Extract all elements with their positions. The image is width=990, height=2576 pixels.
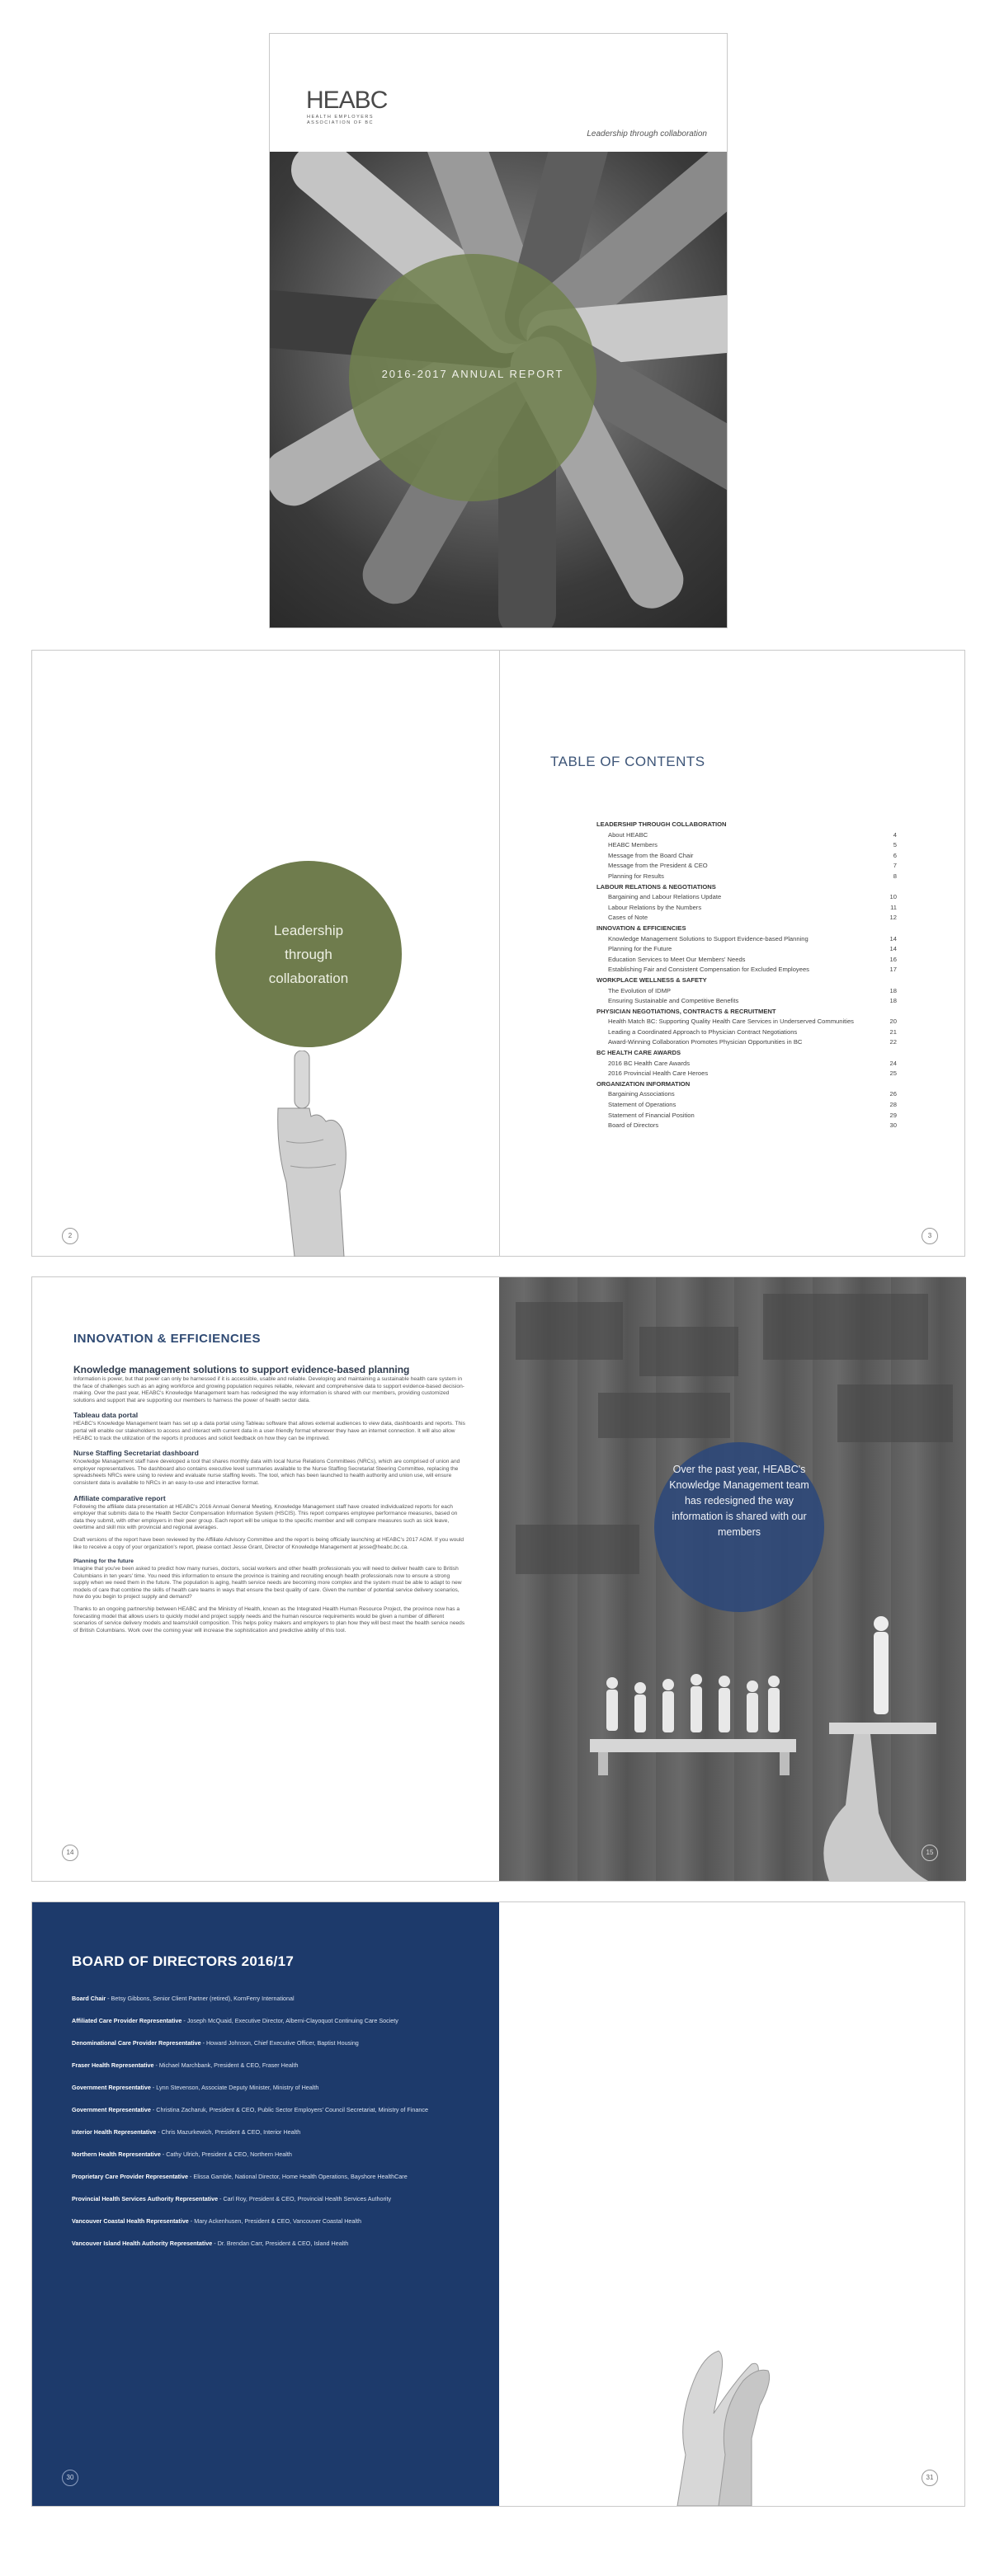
toc-item-page: 14 [889, 934, 897, 942]
member-role: Interior Health Representative [72, 2128, 157, 2136]
member-role: Vancouver Coastal Health Representative [72, 2217, 189, 2225]
paragraph: Knowledge Management staff have developed a tool that shares monthly data with local Nurse Relations Committees (NRCs), which are comprised of union and employer representatives. The dashboard also contains executive level summaries available to the Nurse Staffing Secretariat Steering Committee, replacing the spreadsheets NRCs were using to review and evaluate nurse staffing levels. The tool, which has been launched to health authority and union use, will ensure consistent data is available to NRCs in an easy-to-use and interactive format. [73, 1459, 460, 1486]
table-of-contents [596, 820, 897, 1131]
member-name: Dr. Brendan Carr, President & CEO, Island Health [217, 2240, 349, 2247]
toc-item[interactable] [596, 903, 897, 914]
paragraph: Thanks to an ongoing partnership between HEABC and the Ministry of Health, known as the Integrated Health Human Resource Project, the province now has a forecasting model that allows users to quickly model and project supply needs and the human resource requirements would be given a number of different scenarios of service delivery models and teams/skill composition. This helps policy makers and employers to plan how they will best meet the health service needs of British Columbians. Work over the coming year will increase the sophistication and predictive ability of this tool. [73, 1606, 465, 1634]
toc-item-label: 2016 Provincial Health Care Heroes [608, 1069, 709, 1078]
toc-item-page: 21 [889, 1027, 897, 1036]
page-number: 3 [922, 1228, 938, 1244]
toc-item-page: 14 [889, 945, 897, 953]
toc-item[interactable] [596, 1111, 897, 1121]
quote-line: Leadership [273, 923, 344, 938]
toc-section: BC HEALTH CARE AWARDS [596, 1049, 681, 1057]
section-heading: INNOVATION & EFFICIENCIES [73, 1332, 261, 1346]
toc-item-label: Bargaining Associations [608, 1090, 675, 1098]
member-name: Howard Johnson, Chief Executive Officer, Baptist Housing [205, 2039, 359, 2047]
toc-item[interactable] [596, 996, 897, 1007]
toc-item-page: 28 [889, 1101, 897, 1109]
toc-item-page: 16 [889, 955, 897, 963]
member-role: Northern Health Representative [72, 2151, 161, 2158]
toc-item[interactable] [596, 965, 897, 975]
toc-item-page: 18 [889, 986, 897, 994]
logo-subtitle: HEALTH EMPLOYERS ASSOCIATION OF BC [307, 115, 375, 125]
toc-item[interactable] [596, 851, 897, 862]
toc-item-page: 29 [889, 1111, 897, 1119]
toc-item-label: Establishing Fair and Consistent Compensation for Excluded Employees [608, 966, 809, 974]
board-member: Interior Health Representative - Chris Mazurkewich, President & CEO, Interior Health [72, 2128, 301, 2136]
toc-item-page: 18 [889, 997, 897, 1005]
quote-line: through [285, 947, 332, 962]
toc-item-page: 6 [893, 851, 897, 859]
toc-section: ORGANIZATION INFORMATION [596, 1079, 691, 1088]
toc-item-page: 26 [889, 1090, 897, 1098]
page-number: 15 [922, 1845, 938, 1861]
paragraph: Following the affiliate data presentation at HEABC's 2016 Annual General Meeting, Knowledge Management staff have created individualized reports for each employer that submits data to the Health Sector Compensation Information System (HSCIS). This report compares employee performance measures, based on data they submit, with other employers in their peer group. Each report will be unique to the specific member and will compare measures such as sick leave, overtime and skill mix with provincial and regional averages. [73, 1503, 458, 1531]
board-spread [31, 1901, 965, 2507]
heabc-logo: HEABC [306, 87, 388, 114]
member-role: Board Chair [72, 1995, 106, 2002]
toc-item-label: Labour Relations by the Numbers [608, 903, 702, 911]
toc-item-label: Cases of Note [608, 914, 648, 922]
toc-item-label: Planning for the Future [608, 945, 672, 953]
figurines-illustration [582, 1615, 961, 1881]
innovation-spread [31, 1276, 965, 1882]
toc-item-label: Message from the Board Chair [608, 851, 694, 859]
toc-item-page: 5 [893, 841, 897, 849]
toc-item-page: 4 [893, 830, 897, 839]
member-name: Christina Zacharuk, President & CEO, Public Sector Employers' Council Secretariat, Ministry of Finance [156, 2106, 428, 2113]
toc-item-page: 20 [889, 1018, 897, 1026]
board-panel [32, 1902, 499, 2506]
toc-item[interactable] [596, 1100, 897, 1111]
page-number: 31 [922, 2470, 938, 2486]
member-name: Lynn Stevenson, Associate Deputy Minister, Ministry of Health [156, 2084, 319, 2091]
toc-item-page: 8 [893, 872, 897, 880]
article-subheading: Knowledge management solutions to support evidence-based planning [73, 1364, 410, 1375]
pointing-finger-illustration [253, 1051, 361, 1257]
toc-item[interactable] [596, 1027, 897, 1038]
member-role: Denominational Care Provider Representative [72, 2039, 201, 2047]
page-number: 30 [62, 2470, 78, 2486]
toc-item[interactable] [596, 840, 897, 851]
toc-section: PHYSICIAN NEGOTIATIONS, CONTRACTS & RECRUITMENT [596, 1007, 776, 1015]
toc-spread [31, 650, 965, 1257]
toc-item[interactable] [596, 1017, 897, 1027]
quote-line: collaboration [268, 971, 349, 986]
spread-divider [499, 651, 500, 1256]
paragraph: HEABC's Knowledge Management team has set up a data portal using Tableau software that allows external audiences to view data, dashboards and reports. This portal will enable our stakeholders to access and interact with current data in a user-friendly format wherever they have an internet connection. It will also allow HEABC to track the utilization of the reports it produces and solicit feedback on how they can be improved. [73, 1421, 465, 1441]
board-member: Government Representative - Lynn Stevenson, Associate Deputy Minister, Ministry of Health [72, 2084, 319, 2091]
toc-item-page: 25 [889, 1069, 897, 1078]
toc-item[interactable] [596, 830, 897, 841]
toc-item-label: 2016 BC Health Care Awards [608, 1059, 691, 1067]
toc-item-page: 22 [889, 1038, 897, 1046]
board-member: Fraser Health Representative - Michael Marchbank, President & CEO, Fraser Health [72, 2061, 299, 2069]
member-role: Proprietary Care Provider Representative [72, 2173, 189, 2180]
article-body [73, 1363, 466, 1639]
figures-photo [499, 1277, 966, 1881]
board-list [72, 1995, 484, 2262]
cover-tagline: Leadership through collaboration [587, 129, 707, 139]
subsection-title: Nurse Staffing Secretariat dashboard [73, 1449, 199, 1458]
toc-item-label: Statement of Operations [608, 1101, 676, 1109]
toc-item[interactable] [596, 913, 897, 924]
toc-item-label: HEABC Members [608, 841, 658, 849]
member-name: Chris Mazurkewich, President & CEO, Interior Health [161, 2128, 301, 2136]
leadership-quote [215, 919, 402, 990]
toc-item[interactable] [596, 1037, 897, 1048]
board-member: Government Representative - Christina Zacharuk, President & CEO, Public Sector Employers' Council Secretariat, Ministry of Finance [72, 2106, 428, 2113]
member-name: Elissa Gamble, National Director, Home Health Operations, Bayshore HealthCare [193, 2173, 408, 2180]
member-role: Affiliated Care Provider Representative [72, 2017, 182, 2024]
member-name: Betsy Gibbons, Senior Client Partner (retired), KornFerry International [111, 1995, 295, 2002]
toc-section: WORKPLACE WELLNESS & SAFETY [596, 975, 707, 984]
toc-item-page: 11 [890, 903, 897, 911]
toc-item-label: Planning for Results [608, 872, 664, 880]
toc-item-page: 10 [889, 893, 897, 901]
subsection-title: Tableau data portal [73, 1411, 139, 1420]
toc-item-label: Award-Winning Collaboration Promotes Physician Opportunities in BC [608, 1038, 803, 1046]
board-member: Affiliated Care Provider Representative - Joseph McQuaid, Executive Director, Alberni-Clayoquot Continuing Care Society [72, 2017, 398, 2024]
toc-item-label: Message from the President & CEO [608, 862, 708, 870]
board-member: Proprietary Care Provider Representative - Elissa Gamble, National Director, Home Health Operations, Bayshore HealthCare [72, 2173, 408, 2180]
toc-item[interactable] [596, 1069, 897, 1079]
toc-title: TABLE OF CONTENTS [550, 754, 705, 769]
member-name: Cathy Ulrich, President & CEO, Northern Health [166, 2151, 292, 2158]
subsection-title: Affiliate comparative report [73, 1493, 166, 1502]
subsection-title: Planning for the future [73, 1558, 134, 1565]
toc-section: INNOVATION & EFFICIENCIES [596, 924, 686, 932]
page-number: 2 [62, 1228, 78, 1244]
board-title: BOARD OF DIRECTORS 2016/17 [72, 1953, 295, 1969]
toc-item[interactable] [596, 944, 897, 955]
toc-item-label: Board of Directors [608, 1121, 659, 1130]
page-number: 14 [62, 1845, 78, 1861]
cover-page [269, 33, 728, 628]
toc-item-page: 12 [889, 914, 897, 922]
toc-item-label: Bargaining and Labour Relations Update [608, 893, 722, 901]
toc-item-label: Ensuring Sustainable and Competitive Benefits [608, 997, 739, 1005]
toc-item[interactable] [596, 1121, 897, 1131]
paragraph: Information is power, but that power can only be harnessed if it is accessible, usable and reliable. Developing and maintaining a sustainable health care system in the face of challenges such as an aging workforce and growing population requires reliable, relevant and comprehensive data to support evidence-based decision-making. Over the past year, HEABC's Knowledge Management team has redesigned the way information is shared with our members, providing customized solutions and support that are supporting our members to harness the power of health sector data. [73, 1376, 464, 1403]
toc-item[interactable] [596, 986, 897, 997]
member-name: Carl Roy, President & CEO, Provincial Health Services Authority [223, 2195, 392, 2202]
toc-item-label: Knowledge Management Solutions to Support Evidence-based Planning [608, 934, 808, 942]
toc-item-label: About HEABC [608, 830, 648, 839]
toc-item-page: 24 [889, 1059, 897, 1067]
board-member: Northern Health Representative - Cathy Ulrich, President & CEO, Northern Health [72, 2151, 292, 2158]
member-role: Government Representative [72, 2084, 151, 2091]
toc-item[interactable] [596, 955, 897, 966]
pull-quote: Over the past year, HEABC's Knowledge Management team has redesigned the way information is shared with our members [669, 1464, 809, 1538]
hands-together-photo [270, 152, 727, 628]
toc-item-label: Leading a Coordinated Approach to Physician Contract Negotiations [608, 1027, 798, 1036]
board-member: Vancouver Island Health Authority Representative - Dr. Brendan Carr, President & CEO, Island Health [72, 2240, 349, 2247]
toc-item[interactable] [596, 892, 897, 903]
toc-item-label: The Evolution of IDMP [608, 986, 671, 994]
toc-item-page: 30 [889, 1121, 897, 1130]
toc-item-page: 7 [893, 862, 897, 870]
toc-item[interactable] [596, 861, 897, 872]
toc-item-label: Education Services to Meet Our Members' Needs [608, 955, 746, 963]
board-member: Provincial Health Services Authority Representative - Carl Roy, President & CEO, Provincial Health Services Authority [72, 2195, 392, 2202]
member-name: Michael Marchbank, President & CEO, Fraser Health [158, 2061, 299, 2069]
toc-item[interactable] [596, 1089, 897, 1100]
report-title: 2016-2017 ANNUAL REPORT [381, 368, 564, 380]
toc-section: LEADERSHIP THROUGH COLLABORATION [596, 820, 727, 828]
member-role: Fraser Health Representative [72, 2061, 154, 2069]
toc-item-page: 17 [889, 966, 897, 974]
board-member: Board Chair - Betsy Gibbons, Senior Client Partner (retired), KornFerry International [72, 1995, 295, 2002]
board-member: Denominational Care Provider Representative - Howard Johnson, Chief Executive Officer, Baptist Housing [72, 2039, 359, 2047]
toc-item[interactable] [596, 1059, 897, 1069]
paragraph: Draft versions of the report have been reviewed by the Affiliate Advisory Committee and the report is being officially launching at HEABC's 2017 AGM. If you would like to receive a copy of your organization's report, please contact Jesse Grant, Director of Knowledge Management at jesse@heabc.bc.ca. [73, 1536, 464, 1550]
toc-item[interactable] [596, 934, 897, 945]
member-role: Vancouver Island Health Authority Representative [72, 2240, 213, 2247]
member-name: Mary Ackenhusen, President & CEO, Vancouver Coastal Health [194, 2217, 362, 2225]
toc-item-label: Health Match BC: Supporting Quality Health Care Services in Underserved Communities [608, 1018, 854, 1026]
toc-item[interactable] [596, 872, 897, 882]
toc-section: LABOUR RELATIONS & NEGOTIATIONS [596, 882, 716, 891]
board-member: Vancouver Coastal Health Representative - Mary Ackenhusen, President & CEO, Vancouver Coastal Health [72, 2217, 362, 2225]
toc-item-label: Statement of Financial Position [608, 1111, 695, 1119]
clapping-hands-illustration [628, 2331, 793, 2506]
member-role: Government Representative [72, 2106, 151, 2113]
member-name: Joseph McQuaid, Executive Director, Alberni-Clayoquot Continuing Care Society [186, 2017, 398, 2024]
paragraph: Imagine that you've been asked to predict how many nurses, doctors, social workers and other health professionals you will need to deliver health care to British Columbians in ten years' time. You need this information to ensure the province is training and recruiting enough health professionals now to ensure a strong supply when we need them in the future. The population is aging, health service needs are becoming more complex and the system must be able to adapt to new models of care that combine the skills of health care teams in ways that ensure the best quality of care. Given the number of potential service delivery scenarios, how do you begin to project supply and demand? [73, 1566, 462, 1601]
member-role: Provincial Health Services Authority Representative [72, 2195, 219, 2202]
